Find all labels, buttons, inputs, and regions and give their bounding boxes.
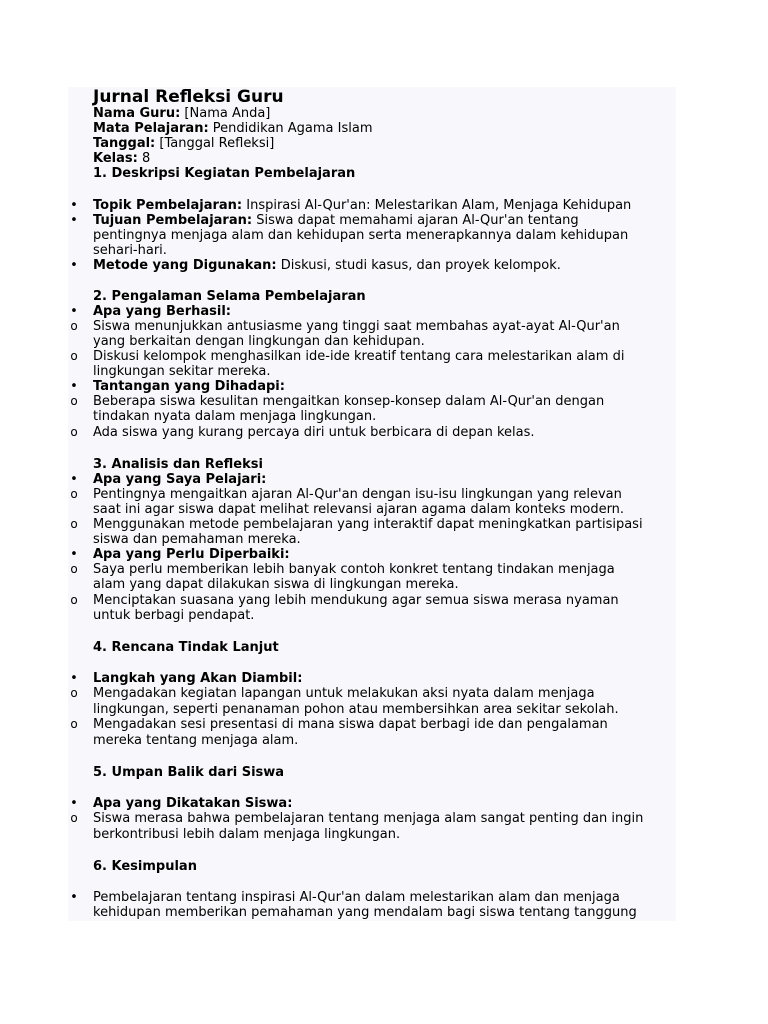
list-item: Mengadakan kegiatan lapangan untuk melakukan aksi nyata dalam menjaga	[93, 686, 595, 701]
meta-value: [Tanggal Refleksi]	[155, 136, 275, 151]
bullet-circle: o	[70, 394, 78, 408]
bullet-dot: •	[70, 796, 78, 811]
meta-teacher-name	[93, 106, 673, 122]
item-text: Siswa dapat memahami ajaran Al-Qur'an tentang	[252, 213, 579, 228]
list-item	[93, 258, 673, 274]
list-item-continuation: alam yang dapat dilakukan siswa di lingkungan mereka.	[93, 577, 459, 592]
item-text: Inspirasi Al-Qur'an: Melestarikan Alam, Menjaga Kehidupan	[242, 198, 632, 213]
bullet-circle: o	[70, 593, 78, 607]
bullet-circle: o	[70, 686, 78, 700]
list-item-continuation: siswa dan pemahaman mereka.	[93, 532, 301, 547]
bullet-dot: •	[70, 671, 78, 686]
item-label: Metode yang Digunakan:	[93, 258, 277, 273]
bullet-circle: o	[70, 562, 78, 576]
subheading: Apa yang Dikatakan Siswa:	[93, 796, 293, 811]
bullet-circle: o	[70, 349, 78, 363]
list-item-continuation: mereka tentang menjaga alam.	[93, 733, 299, 748]
meta-date	[93, 136, 673, 152]
list-item-continuation: kehidupan memberikan pemahaman yang mendalam bagi siswa tentang tanggung	[93, 905, 637, 920]
list-item-continuation: lingkungan, seperti penanaman pohon atau membersihkan area sekitar sekolah.	[93, 702, 619, 717]
subheading: Langkah yang Akan Diambil:	[93, 671, 303, 686]
list-item: Menggunakan metode pembelajaran yang interaktif dapat meningkatkan partisipasi	[93, 517, 643, 532]
list-item-continuation: saat ini agar siswa dapat melihat relevansi ajaran agama dalam konteks modern.	[93, 502, 625, 517]
bullet-circle: o	[70, 487, 78, 501]
meta-label: Nama Guru:	[93, 106, 181, 121]
bullet-circle: o	[70, 319, 78, 333]
bullet-dot: •	[70, 213, 78, 228]
list-item: Saya perlu memberikan lebih banyak contoh konkret tentang tindakan menjaga	[93, 562, 615, 577]
section-heading-3: 3. Analisis dan Refleksi	[93, 457, 263, 472]
section-heading-6: 6. Kesimpulan	[93, 859, 197, 874]
list-item-continuation: lingkungan sekitar mereka.	[93, 364, 271, 379]
bullet-circle: o	[70, 425, 78, 439]
list-item: Beberapa siswa kesulitan mengaitkan konsep-konsep dalam Al-Qur'an dengan	[93, 394, 605, 409]
document-title: Jurnal Refleksi Guru	[93, 87, 284, 107]
list-item: Pembelajaran tentang inspirasi Al-Qur'an dalam melestarikan alam dan menjaga	[93, 890, 620, 905]
item-text: Diskusi, studi kasus, dan proyek kelompok.	[276, 258, 561, 273]
list-item-continuation: sehari-hari.	[93, 243, 167, 258]
bullet-dot: •	[70, 304, 78, 319]
meta-value: Pendidikan Agama Islam	[208, 121, 373, 136]
bullet-circle: o	[70, 811, 78, 825]
list-item-continuation: pentingnya menjaga alam dan kehidupan serta menerapkannya dalam kehidupan	[93, 228, 629, 243]
bullet-circle: o	[70, 717, 78, 731]
bullet-dot: •	[70, 198, 78, 213]
list-item: Siswa menunjukkan antusiasme yang tinggi saat membahas ayat-ayat Al-Qur'an	[93, 319, 620, 334]
meta-label: Mata Pelajaran:	[93, 121, 209, 136]
meta-value: [Nama Anda]	[180, 106, 271, 121]
list-item-continuation: tindakan nyata dalam menjaga lingkungan.	[93, 409, 377, 424]
list-item: Siswa merasa bahwa pembelajaran tentang menjaga alam sangat penting dan ingin	[93, 811, 644, 826]
bullet-circle: o	[70, 517, 78, 531]
reflection-journal-document	[68, 87, 676, 921]
bullet-dot: •	[70, 547, 78, 562]
section-heading-2: 2. Pengalaman Selama Pembelajaran	[93, 289, 366, 304]
bullet-dot: •	[70, 258, 78, 273]
item-label: Tujuan Pembelajaran:	[93, 213, 253, 228]
bullet-dot: •	[70, 379, 78, 394]
meta-value: 8	[137, 151, 151, 166]
section-heading-1: 1. Deskripsi Kegiatan Pembelajaran	[93, 166, 356, 181]
subheading: Apa yang Saya Pelajari:	[93, 472, 267, 487]
subheading: Tantangan yang Dihadapi:	[93, 379, 285, 394]
list-item	[93, 213, 673, 229]
list-item: Ada siswa yang kurang percaya diri untuk berbicara di depan kelas.	[93, 425, 535, 440]
list-item: Mengadakan sesi presentasi di mana siswa dapat berbagi ide dan pengalaman	[93, 717, 608, 732]
meta-label: Tanggal:	[93, 136, 156, 151]
list-item: Pentingnya mengaitkan ajaran Al-Qur'an dengan isu-isu lingkungan yang relevan	[93, 487, 622, 502]
list-item: Menciptakan suasana yang lebih mendukung agar semua siswa merasa nyaman	[93, 593, 619, 608]
meta-class	[93, 151, 673, 167]
subheading: Apa yang Perlu Diperbaiki:	[93, 547, 290, 562]
list-item: Diskusi kelompok menghasilkan ide-ide kreatif tentang cara melestarikan alam di	[93, 349, 625, 364]
list-item-continuation: berkontribusi lebih dalam menjaga lingkungan.	[93, 827, 401, 842]
bullet-dot: •	[70, 472, 78, 487]
list-item-continuation: yang berkaitan dengan lingkungan dan kehidupan.	[93, 334, 425, 349]
section-heading-5: 5. Umpan Balik dari Siswa	[93, 765, 285, 780]
subheading: Apa yang Berhasil:	[93, 304, 232, 319]
bullet-dot: •	[70, 890, 78, 905]
meta-label: Kelas:	[93, 151, 138, 166]
item-label: Topik Pembelajaran:	[93, 198, 243, 213]
section-heading-4: 4. Rencana Tindak Lanjut	[93, 640, 279, 655]
list-item	[93, 198, 673, 214]
list-item-continuation: untuk berbagi pendapat.	[93, 608, 255, 623]
meta-subject	[93, 121, 673, 137]
